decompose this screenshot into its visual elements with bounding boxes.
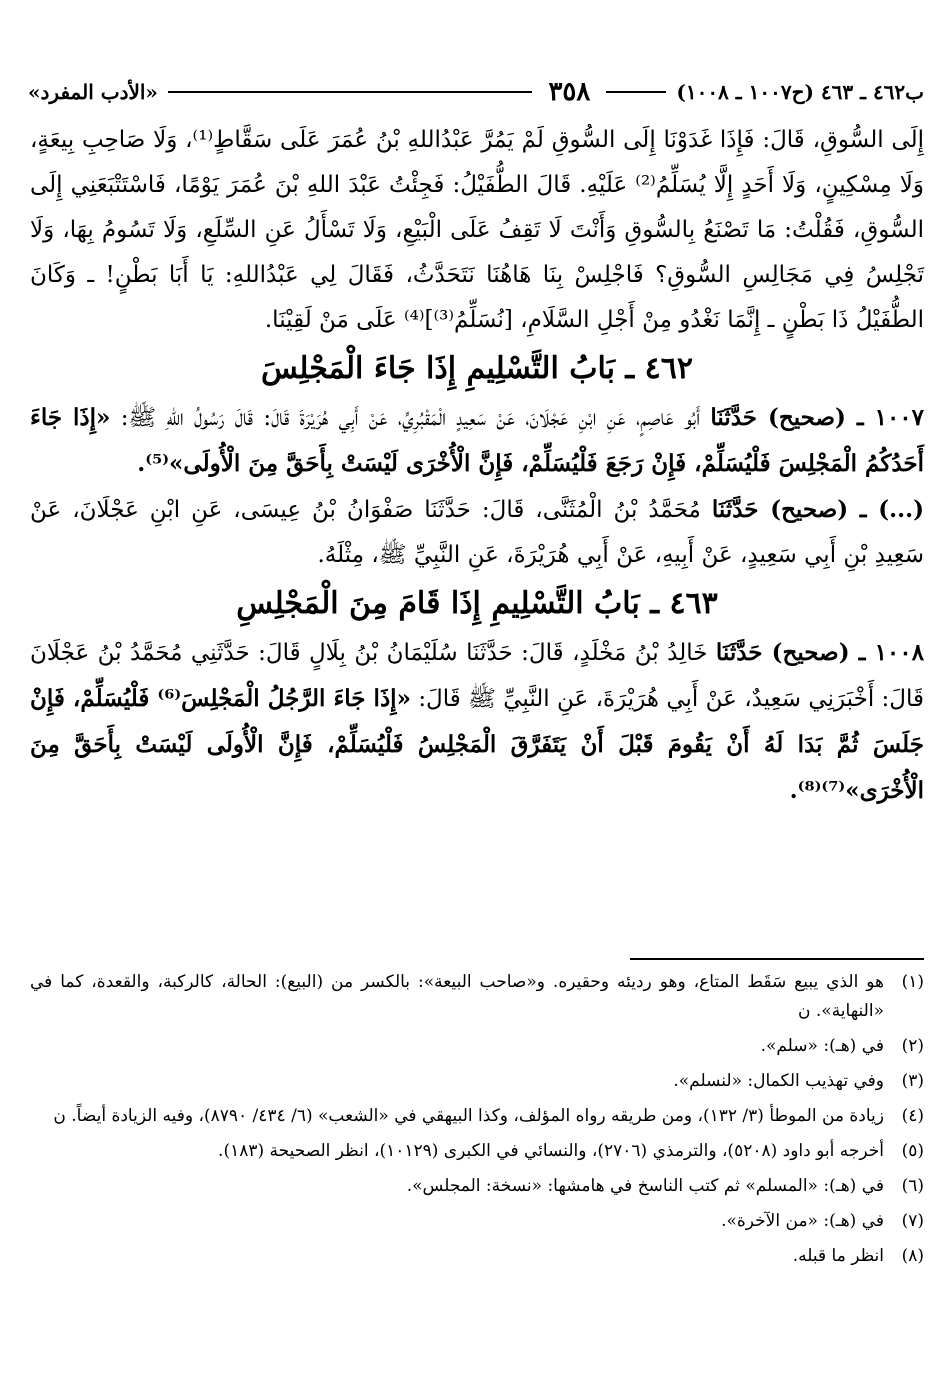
footnote-number: (٥): [901, 1141, 924, 1161]
footnote-number: (٧): [901, 1211, 924, 1231]
footnote-number: (٤): [901, 1106, 924, 1126]
hadith-1008-lead: ١٠٠٨ ـ (صحيح) حَدَّثَنَا: [715, 639, 924, 666]
header-rule-long: [168, 91, 533, 93]
footnote: [30, 1207, 924, 1236]
hadith-1007-matn: «إِذَا جَاءَ أَحَدُكُمُ الْمَجْلِسَ فَلْيُسَلِّمْ، فَإِنْ رَجَعَ فَلْيُسَلِّمْ، فَإِنَّ الْأُخْرَى لَيْسَتْ بِأَحَقَّ مِنَ الْأُولَى»⁽⁵⁾.: [30, 404, 924, 477]
hadith-1007: [30, 395, 924, 487]
footnote: [30, 1172, 924, 1201]
footnote-text: أخرجه أبو داود (٥٢٠٨)، والترمذي (٢٧٠٦)، والنسائي في الكبرى (١٠١٢٩)، انظر الصحيحة (١٨٣).: [218, 1141, 884, 1161]
main-text: [30, 118, 924, 814]
hadith-1007-variant: [30, 487, 924, 578]
footnote-text: في (هـ): «المسلم» ثم كتب الناسخ في هامشها: «نسخة: المجلس».: [406, 1176, 884, 1196]
footnote-number: (٦): [901, 1176, 924, 1196]
footnote-text: وفي تهذيب الكمال: «لنسلم».: [673, 1071, 884, 1091]
book-title: «الأدب المفرد»: [28, 80, 158, 104]
page-header: [28, 72, 924, 112]
footnotes: [30, 968, 924, 1277]
footnote-text: انظر ما قبله.: [792, 1246, 884, 1266]
hadith-1008-isnad: خَالِدُ بْنُ مَخْلَدٍ، قَالَ: حَدَّثَنَا سُلَيْمَانُ بْنُ بِلَالٍ قَالَ: حَدَّثَنِي مُحَمَّدُ بْنُ عَجْلَانَ قَالَ: أَخْبَرَنِي سَعِيدٌ، عَنْ أَبِي هُرَيْرَةَ، عَنِ النَّبِيِّ ﷺ قَالَ:: [30, 640, 925, 712]
header-rule-short: [606, 91, 666, 93]
footnote: [30, 1032, 924, 1061]
hadith-variant-lead: (...) ـ (صحيح) حَدَّثَنَا: [711, 496, 924, 523]
chapter-heading-462: ٤٦٢ ـ بَابُ التَّسْلِيمِ إِذَا جَاءَ الْمَجْلِسَ: [261, 351, 693, 386]
chapter-heading-463: ٤٦٣ ـ بَابُ التَّسْلِيمِ إِذَا قَامَ مِنَ الْمَجْلِسِ: [236, 586, 718, 621]
footnote-text: في (هـ): «سلم».: [760, 1036, 884, 1056]
page-number: ٣٥٨: [548, 77, 591, 107]
intro-paragraph: إِلَى السُّوقِ، قَالَ: فَإِذَا غَدَوْنَا إِلَى السُّوقِ لَمْ يَمُرَّ عَبْدُاللهِ بْنُ عُمَرَ عَلَى سَقَّاطٍ⁽¹⁾، وَلَا صَاحِبِ بِيعَةٍ، وَلَا مِسْكِينٍ، وَلَا أَحَدٍ إِلَّا يُسَلِّمُ⁽²⁾ عَلَيْهِ. قَالَ الطُّفَيْلُ: فَجِئْتُ عَبْدَ اللهِ بْنَ عُمَرَ يَوْمًا، فَاسْتَتْبَعَنِي إِلَى السُّوقِ، فَقُلْتُ: مَا تَصْنَعُ بِالسُّوقِ وَأَنْتَ لَا تَقِفُ عَلَى الْبَيْعِ، وَلَا تَسْأَلُ عَنِ السِّلَعِ، وَلَا تَسُومُ بِهَا، وَلَا تَجْلِسُ فِي مَجَالِسِ السُّوقِ؟ فَاجْلِسْ بِنَا هَاهُنَا نَتَحَدَّثُ، فَقَالَ لِي عَبْدُاللهِ: يَا أَبَا بَطْنٍ! ـ وَكَانَ الطُّفَيْلُ ذَا بَطْنٍ ـ إِنَّمَا نَغْدُو مِنْ أَجْلِ السَّلَامِ، [نُسَلِّمُ⁽³⁾]⁽⁴⁾ عَلَى مَنْ لَقِيْنَا.: [30, 127, 925, 333]
footnote: [30, 1242, 924, 1271]
hadith-1007-lead: ١٠٠٧ ـ (صحيح) حَدَّثَنَا: [710, 404, 925, 431]
footnote-text: زيادة من الموطأ (٣/ ١٣٢)، ومن طريقه رواه المؤلف، وكذا البيهقي في «الشعب» (٦/ ٤٣٤/ ٨٧٩٠)، وفيه الزيادة أيضاً. ن: [53, 1106, 884, 1126]
footnote-text: هو الذي يبيع سَقَط المتاع، وهو رديئه وحقيره. و«صاحب البيعة»: بالكسر من (البيع): الحالة، كالركبة، والقعدة، كما في «النهاية». ن: [30, 972, 884, 1021]
footnote: [30, 1067, 924, 1096]
footnote-separator: [630, 958, 924, 960]
hadith-1008: [30, 630, 924, 814]
footnote: [30, 1137, 924, 1166]
footnote: [30, 1102, 924, 1131]
hadith-1007-isnad: أَبُو عَاصِمٍ، عَنِ ابْنِ عَجْلَانَ، عَنْ سَعِيدٍ الْمَقْبُرِيِّ، عَنْ أَبِي هُرَيْرَةَ قَالَ: قَالَ رَسُولُ اللهِ ﷺ:: [120, 405, 701, 431]
hadith-1008-matn: «إِذَا جَاءَ الرَّجُلُ الْمَجْلِسَ⁽⁶⁾ فَلْيُسَلِّمْ، فَإِنْ جَلَسَ ثُمَّ بَدَا لَهُ أَنْ يَقُومَ قَبْلَ أَنْ يَتَفَرَّقَ الْمَجْلِسُ فَلْيُسَلِّمْ، فَإِنَّ الْأُولَى لَيْسَتْ بِأَحَقَّ مِنَ الْأُخْرَى»⁽⁷⁾⁽⁸⁾.: [30, 685, 924, 804]
footnote-text: في (هـ): «من الآخرة».: [721, 1211, 884, 1231]
footnote-number: (٢): [901, 1036, 924, 1056]
footnote-number: (٣): [901, 1071, 924, 1091]
hadith-variant-text: مُحَمَّدُ بْنُ الْمُثَنَّى، قَالَ: حَدَّثَنَا صَفْوَانُ بْنُ عِيسَى، عَنِ ابْنِ عَجْلَانَ، عَنْ سَعِيدِ بْنِ أَبِي سَعِيدٍ، عَنْ أَبِيهِ، عَنْ أَبِي هُرَيْرَةَ، عَنِ النَّبِيِّ ﷺ، مِثْلَهُ.: [30, 497, 924, 568]
footnote-number: (٨): [901, 1246, 924, 1266]
chapter-reference: ب٤٦٢ ـ ٤٦٣ (ح١٠٠٧ ـ ١٠٠٨): [676, 80, 924, 104]
footnote: [30, 968, 924, 1026]
footnote-number: (١): [901, 972, 924, 992]
